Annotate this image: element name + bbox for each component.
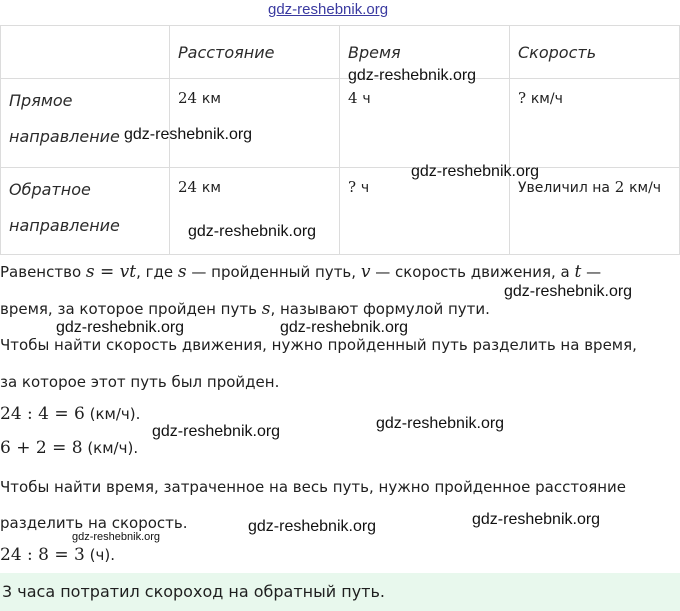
watermark: gdz-reshebnik.org	[248, 518, 377, 535]
watermark: gdz-reshebnik.org	[348, 67, 477, 84]
watermark: gdz-reshebnik.org	[411, 163, 540, 180]
watermark: gdz-reshebnik.org	[280, 319, 409, 336]
cell-reverse-speed: Увеличил на 2 км/ч	[518, 178, 662, 196]
watermark: gdz-reshebnik.org	[376, 415, 505, 432]
time-rule-line1: Чтобы найти время, затраченное на весь путь, нужно пройденное расстояние	[0, 478, 627, 496]
cell-reverse-distance: 24 км	[178, 178, 221, 196]
table-row-direct	[1, 79, 680, 168]
formula-paragraph-line2: время, за которое пройден путь s, называют формулой пути.	[0, 299, 490, 319]
speed-rule-line2: за которое этот путь был пройден.	[0, 373, 280, 391]
watermark-top-link[interactable]: gdz-reshebnik.org	[268, 1, 389, 18]
watermark: gdz-reshebnik.org	[188, 223, 317, 240]
table-header-empty	[1, 26, 170, 79]
table-header-row	[1, 26, 680, 79]
formula-paragraph-line1: Равенство s = vt, где s — пройденный путь, v — скорость движения, а t —	[0, 262, 602, 282]
answer-text: 3 часа потратил скороход на обратный путь.	[2, 582, 386, 601]
equation-new-speed: 6 + 2 = 8 (км/ч).	[0, 438, 139, 458]
header-distance: Расстояние	[178, 43, 275, 62]
cell-direct-time: 4 ч	[348, 89, 371, 107]
formula-s-vt: s = vt	[85, 262, 137, 282]
cell-direct-speed: ? км/ч	[518, 89, 563, 107]
cell-direct-distance: 24 км	[178, 89, 221, 107]
row-label-reverse: Обратное направление	[9, 180, 120, 235]
answer-box	[0, 573, 680, 611]
watermark: gdz-reshebnik.org	[152, 423, 281, 440]
equation-time: 24 : 8 = 3 (ч).	[0, 545, 115, 565]
header-speed: Скорость	[518, 43, 597, 62]
time-rule-line2: разделить на скорость.	[0, 514, 188, 532]
watermark: gdz-reshebnik.org	[504, 283, 633, 300]
speed-rule-line1: Чтобы найти скорость движения, нужно пройденный путь разделить на время,	[0, 336, 637, 354]
watermark: gdz-reshebnik.org	[124, 126, 253, 143]
header-time: Время	[348, 43, 401, 62]
data-table	[0, 25, 680, 255]
cell-reverse-time: ? ч	[348, 178, 370, 196]
table-row-reverse	[1, 168, 680, 255]
watermark: gdz-reshebnik.org	[72, 531, 161, 543]
watermark: gdz-reshebnik.org	[472, 511, 601, 528]
equation-speed: 24 : 4 = 6 (км/ч).	[0, 404, 141, 424]
row-label-direct: Прямое направление	[9, 91, 120, 146]
watermark: gdz-reshebnik.org	[56, 319, 185, 336]
